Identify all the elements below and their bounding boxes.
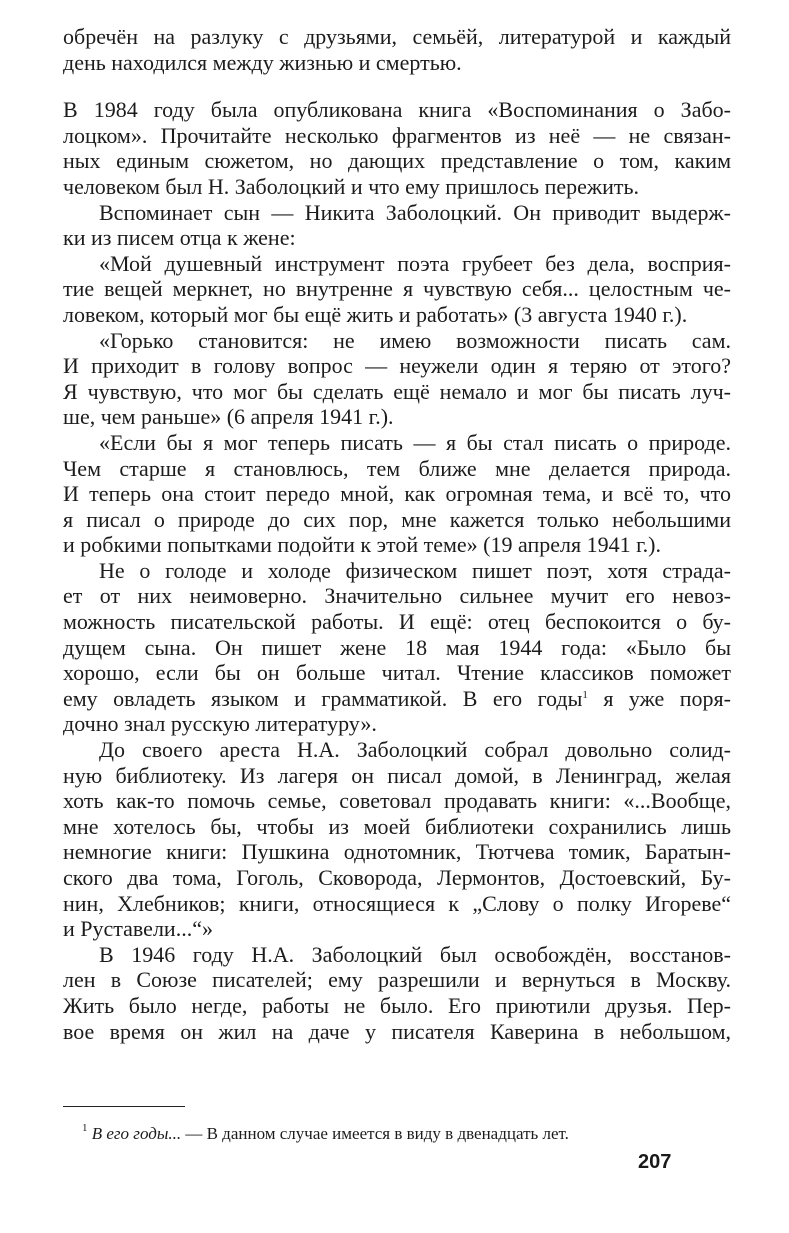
line-text: лен в Союзе писателей; ему разрешили и вернуться в Москву. (63, 967, 731, 993)
text-line (63, 711, 731, 737)
text-line (63, 1019, 731, 1045)
line-text: В 1984 году была опубликована книга «Воспоминания о Забо- (63, 97, 731, 123)
paragraph (63, 558, 731, 737)
text-line (63, 225, 731, 251)
text-line (63, 174, 731, 200)
text-line (63, 967, 731, 993)
line-text-continued: я уже поря- (587, 685, 731, 711)
paragraph (63, 737, 731, 942)
line-text: В 1946 году Н.А. Заболоцкий был освобождён, восстанов- (99, 941, 731, 967)
page-body (63, 24, 731, 1044)
text-line (63, 916, 731, 942)
text-line (63, 609, 731, 635)
line-text: Я чувствую, что мог бы сделать ещё немало и мог бы писать луч- (63, 378, 731, 404)
line-text: И теперь она стоит передо мной, как огромная тема, и всё то, что (63, 481, 731, 507)
line-text: ловеком, который мог бы ещё жить и работать» (3 августа 1940 г.). (63, 301, 688, 327)
line-text: ки из писем отца к жене: (63, 225, 296, 251)
line-text: обречён на разлуку с друзьями, семьёй, литературой и каждый (63, 24, 731, 49)
text-line (63, 532, 731, 558)
text-line (63, 558, 731, 584)
line-text: ную библиотеку. Из лагеря он писал домой, в Ленинград, желая (63, 762, 731, 788)
line-text: хоть как-то помочь семье, советовал продавать книги: «...Вообще, (63, 788, 731, 814)
page-number: 207 (638, 1151, 672, 1173)
text-line (63, 251, 731, 277)
text-line (63, 583, 731, 609)
text-line (63, 763, 731, 789)
line-text: ского два тома, Гоголь, Сковорода, Лермонтов, Достоевский, Бу- (63, 865, 731, 890)
line-text: мне хотелось бы, чтобы из моей библиотеки сохранились лишь (63, 813, 731, 839)
footnote-term: В его годы... (91, 1124, 182, 1143)
line-text: ему овладеть языком и грамматикой. В его годы (63, 685, 583, 711)
text-line (63, 379, 731, 405)
paragraph (63, 97, 731, 199)
paragraph-gap (63, 75, 731, 97)
text-line (63, 737, 731, 763)
line-text: тие вещей меркнет, но внутренне я чувствую себя... целостным че- (63, 276, 731, 302)
text-line (63, 456, 731, 482)
paragraph (63, 942, 731, 1044)
line-text: день находился между жизнью и смертью. (63, 49, 462, 75)
line-text: дочно знал русскую литературу». (63, 711, 377, 737)
line-text: ных единым сюжетом, но дающих представление о том, каким (63, 148, 731, 174)
footnote-divider (63, 1106, 185, 1107)
text-line (63, 328, 731, 354)
text-line (63, 148, 731, 174)
text-line (63, 942, 731, 968)
line-text: немногие книги: Пушкина однотомник, Тютчева томик, Баратын- (63, 839, 731, 865)
text-line (63, 660, 731, 686)
text-line (63, 635, 731, 661)
text-line (63, 507, 731, 533)
text-line (63, 788, 731, 814)
text-line (63, 276, 731, 302)
paragraph (63, 430, 731, 558)
line-text: человеком был Н. Заболоцкий и что ему пришлось пережить. (63, 173, 640, 199)
line-text: нин, Хлебников; книги, относящиеся к „Слову о полку Игореве“ (63, 890, 731, 916)
paragraph (63, 200, 731, 251)
line-text: и Руставели...“» (63, 916, 213, 942)
line-text: и робкими попытками подойти к этой теме» (19 апреля 1941 г.). (63, 532, 661, 558)
line-text: «Мой душевный инструмент поэта грубеет без дела, восприя- (99, 250, 731, 276)
line-text: И приходит в голову вопрос — неужели один я теряю от этого? (63, 353, 731, 379)
paragraph (63, 328, 731, 430)
line-text: вое время он жил на даче у писателя Каверина в небольшом, (63, 1018, 731, 1044)
text-line (63, 993, 731, 1019)
text-line (63, 200, 731, 226)
text-line (63, 891, 731, 917)
line-text: Вспоминает сын — Никита Заболоцкий. Он приводит выдерж- (99, 199, 731, 225)
text-line (63, 865, 731, 891)
line-text: дущем сына. Он пишет жене 18 мая 1944 года: «Было бы (63, 634, 731, 660)
line-text: можность писательской работы. И ещё: отец беспокоится о бу- (63, 609, 731, 635)
text-line (63, 686, 731, 712)
line-text: Чем старше я становлюсь, тем ближе мне делается природа. (63, 455, 731, 481)
line-text: ше, чем раньше» (6 апреля 1941 г.). (63, 404, 394, 430)
line-text: я писал о природе до сих пор, мне кажется только небольшими (63, 506, 731, 532)
text-line (63, 123, 731, 149)
line-text: Жить было негде, работы не было. Его приютили друзья. Пер- (63, 992, 731, 1018)
footnote-reference: 1 (582, 688, 588, 701)
text-line (63, 814, 731, 840)
text-line (63, 97, 731, 123)
text-line (63, 353, 731, 379)
text-line (63, 430, 731, 456)
line-text: лоцком». Прочитайте несколько фрагментов из неё — не связан- (63, 122, 731, 148)
footnote (82, 1123, 569, 1145)
text-line (63, 404, 731, 430)
text-line (63, 24, 731, 50)
line-text: хорошо, если бы он больше читал. Чтение классиков поможет (63, 660, 731, 686)
text-line (63, 481, 731, 507)
text-line (63, 302, 731, 328)
text-line (63, 839, 731, 865)
line-text: До своего ареста Н.А. Заболоцкий собрал довольно солид- (99, 737, 731, 763)
line-text: ет от них неимоверно. Значительно сильнее мучит его невоз- (63, 583, 731, 609)
line-text: «Горько становится: не имею возможности писать сам. (99, 327, 731, 353)
line-text: «Если бы я мог теперь писать — я бы стал писать о природе. (99, 429, 731, 455)
paragraph (63, 24, 731, 75)
footnote-marker: 1 (82, 1122, 88, 1134)
paragraph (63, 251, 731, 328)
line-text: Не о голоде и холоде физическом пишет поэт, хотя страда- (99, 557, 731, 583)
footnote-text: — В данном случае имеется в виду в двенадцать лет. (181, 1124, 569, 1143)
text-line (63, 50, 731, 76)
